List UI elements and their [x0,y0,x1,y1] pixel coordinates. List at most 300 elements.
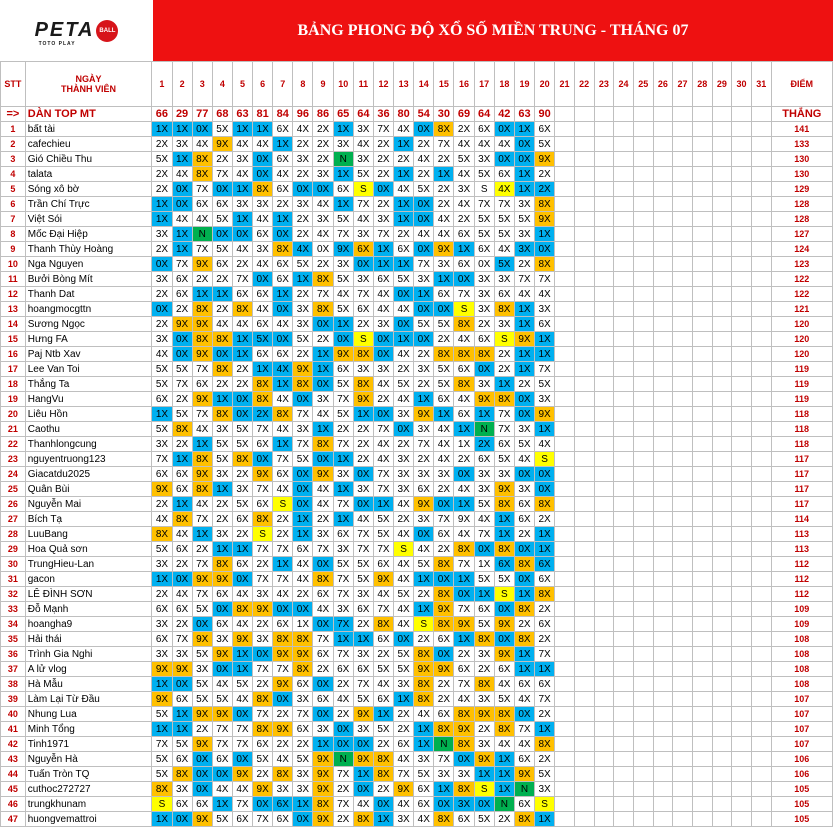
result-cell: 1X [454,422,474,437]
table-row [1,512,833,527]
result-cell: 0X [273,692,293,707]
result-cell: 6X [172,482,192,497]
result-cell [673,407,693,422]
result-cell [594,662,614,677]
result-cell [574,602,594,617]
result-cell [732,242,752,257]
result-cell: 7X [414,257,434,272]
result-cell: 4X [394,572,414,587]
row-number: 14 [1,317,26,332]
member-points: 117 [771,497,832,512]
result-cell: 5X [152,422,172,437]
result-cell: 1X [394,212,414,227]
result-cell [692,347,712,362]
result-cell: 0X [353,467,373,482]
result-cell: 2X [373,167,393,182]
table-row [1,602,833,617]
result-cell: 8X [212,332,232,347]
result-cell [574,767,594,782]
result-cell: 8X [514,602,534,617]
result-cell [712,407,732,422]
result-cell: 7X [192,182,212,197]
result-cell: 7X [373,467,393,482]
result-cell [594,272,614,287]
result-cell: 7X [434,512,454,527]
result-cell: 4X [212,782,232,797]
result-cell: 0X [394,287,414,302]
result-cell [653,752,673,767]
result-cell [692,767,712,782]
result-cell: 0X [232,752,252,767]
result-cell: 0X [313,317,333,332]
result-cell: 2X [232,527,252,542]
result-cell [633,767,653,782]
result-cell: 0X [333,737,353,752]
result-cell [673,722,693,737]
result-cell [692,707,712,722]
result-cell [574,152,594,167]
result-cell [594,467,614,482]
day-header: 22 [574,62,594,107]
result-cell: 8X [494,707,514,722]
result-cell: 7X [535,362,555,377]
result-cell: 0X [414,122,434,137]
result-cell [614,572,634,587]
result-cell [555,752,575,767]
result-cell: 5X [373,527,393,542]
result-cell [574,692,594,707]
result-cell: 2X [273,707,293,722]
member-header [25,62,152,107]
result-cell [633,167,653,182]
result-cell: 7X [373,542,393,557]
result-cell [692,137,712,152]
result-cell [555,767,575,782]
result-cell [673,662,693,677]
result-cell: 3X [212,467,232,482]
result-cell [555,632,575,647]
result-cell [692,587,712,602]
result-cell: 4X [454,482,474,497]
member-name: Thanh Thùy Hoàng [25,242,152,257]
result-cell: 6X [253,497,273,512]
result-cell [574,332,594,347]
result-cell: 0X [353,257,373,272]
row-number: 18 [1,377,26,392]
result-cell: 2X [434,332,454,347]
result-cell: 5X [353,167,373,182]
result-cell: 7X [494,422,514,437]
result-cell [751,662,771,677]
result-cell: 8X [253,377,273,392]
result-cell: 4X [373,437,393,452]
result-cell: 4X [253,302,273,317]
result-cell: 4X [293,122,313,137]
result-cell [633,407,653,422]
result-cell [614,152,634,167]
result-cell: 2X [152,182,172,197]
result-cell [614,272,634,287]
result-cell [712,677,732,692]
result-cell: 7X [192,362,212,377]
result-cell: 7X [494,197,514,212]
result-cell: 3X [232,152,252,167]
result-cell: 6X [474,602,494,617]
result-cell: 1X [454,437,474,452]
result-cell: 2X [394,437,414,452]
result-cell: 2X [333,782,353,797]
result-cell [732,302,752,317]
result-cell: 1X [434,782,454,797]
result-cell [712,497,732,512]
result-cell [712,542,732,557]
result-cell: 6X [434,707,454,722]
result-cell [614,617,634,632]
result-cell: 2X [373,137,393,152]
result-cell: 3X [232,482,252,497]
result-cell: 2X [474,722,494,737]
dan-number [633,107,653,122]
result-cell: 5X [172,407,192,422]
result-cell: 2X [414,452,434,467]
result-cell [712,797,732,812]
result-cell: 2X [394,227,414,242]
result-cell: 5X [474,167,494,182]
result-cell: 0X [474,542,494,557]
result-cell: 0X [232,227,252,242]
result-cell [594,527,614,542]
result-cell [692,422,712,437]
table-row [1,767,833,782]
result-cell: 0X [313,677,333,692]
result-cell [732,137,752,152]
result-cell: 8X [373,767,393,782]
result-cell: 2X [333,677,353,692]
result-cell: 7X [373,422,393,437]
row-number: 43 [1,752,26,767]
result-cell: 3X [535,782,555,797]
result-cell: 9X [253,782,273,797]
result-cell [653,602,673,617]
result-cell [673,317,693,332]
result-cell [594,557,614,572]
row-number: 38 [1,677,26,692]
result-cell: 9X [212,572,232,587]
result-cell [732,152,752,167]
result-cell: 4X [313,482,333,497]
result-cell: 2X [535,602,555,617]
result-cell: 1X [514,122,534,137]
result-cell [712,602,732,617]
result-cell [594,317,614,332]
result-cell: 8X [535,497,555,512]
result-cell: 0X [232,392,252,407]
result-cell [692,197,712,212]
result-cell [692,737,712,752]
result-cell [614,257,634,272]
result-cell: 2X [172,557,192,572]
result-cell: 8X [454,737,474,752]
result-cell: 2X [212,497,232,512]
result-cell [692,557,712,572]
table-row [1,557,833,572]
result-cell: 8X [253,182,273,197]
member-name: Thanh Dat [25,287,152,302]
result-cell: 7X [232,797,252,812]
result-cell: 3X [313,527,333,542]
result-cell: 4X [373,287,393,302]
result-cell: 9X [494,647,514,662]
result-cell: 4X [394,182,414,197]
member-points: 120 [771,317,832,332]
result-cell: 2X [172,617,192,632]
table-row [1,257,833,272]
result-cell: 9X [232,632,252,647]
result-cell: 6X [253,287,273,302]
result-cell: 3X [152,272,172,287]
result-cell [633,617,653,632]
result-cell: 0X [454,272,474,287]
result-cell: 3X [152,617,172,632]
result-cell [633,377,653,392]
member-points: 117 [771,482,832,497]
result-cell: 1X [414,392,434,407]
result-cell [653,452,673,467]
result-cell: 3X [293,782,313,797]
result-cell [633,302,653,317]
result-cell: 8X [192,152,212,167]
result-cell: 0X [293,392,313,407]
result-cell: 9X [313,782,333,797]
result-cell: 1X [293,272,313,287]
result-cell: 6X [414,797,434,812]
result-cell [751,707,771,722]
result-cell: 9X [454,512,474,527]
result-cell: S [454,302,474,317]
result-cell [732,602,752,617]
result-cell [633,182,653,197]
result-cell: 6X [212,752,232,767]
result-cell: 2X [313,662,333,677]
result-cell: 2X [494,812,514,827]
result-cell: 4X [394,122,414,137]
row-number: 5 [1,182,26,197]
result-cell: 1X [212,482,232,497]
result-cell [732,317,752,332]
result-cell: 7X [454,557,474,572]
result-cell: 9X [172,317,192,332]
result-cell: 2X [434,542,454,557]
member-points: 105 [771,812,832,827]
result-cell [633,197,653,212]
result-cell [594,407,614,422]
result-cell: 4X [313,497,333,512]
result-cell: 4X [454,197,474,212]
result-cell: 2X [192,272,212,287]
result-cell: 4X [434,212,454,227]
result-cell: 4X [192,137,212,152]
result-cell: 3X [353,587,373,602]
result-cell: 4X [454,392,474,407]
result-cell: 5X [333,377,353,392]
result-cell: 0X [373,797,393,812]
result-cell [732,782,752,797]
result-cell [692,272,712,287]
result-cell [673,377,693,392]
result-cell [692,602,712,617]
result-cell [614,407,634,422]
member-points: 107 [771,692,832,707]
result-cell: 1X [253,122,273,137]
result-cell [712,662,732,677]
result-cell: 5X [474,617,494,632]
member-points: 133 [771,137,832,152]
result-cell: 1X [454,497,474,512]
result-cell: 3X [152,227,172,242]
result-cell: 5X [212,437,232,452]
day-header: 10 [333,62,353,107]
result-cell: 1X [535,347,555,362]
row-number: 9 [1,242,26,257]
result-cell: 8X [253,392,273,407]
result-cell: 3X [414,752,434,767]
result-cell [653,617,673,632]
result-cell: 5X [293,257,313,272]
result-cell [594,632,614,647]
result-cell: 1X [474,767,494,782]
result-cell: S [414,617,434,632]
result-cell: 0X [373,347,393,362]
result-cell [555,287,575,302]
result-cell: 3X [514,227,534,242]
result-cell: 0X [494,152,514,167]
result-cell: 1X [535,662,555,677]
result-cell [732,437,752,452]
result-cell [712,122,732,137]
result-cell: 8X [494,542,514,557]
result-cell: 1X [434,167,454,182]
table-row [1,422,833,437]
result-cell: 2X [293,737,313,752]
table-row [1,137,833,152]
result-cell: 9X [212,707,232,722]
result-cell: 2X [253,407,273,422]
result-cell [712,737,732,752]
result-cell: 4X [394,557,414,572]
result-cell: 0X [414,242,434,257]
day-header: 24 [614,62,634,107]
result-cell [732,527,752,542]
result-cell [574,182,594,197]
result-cell: 2X [474,317,494,332]
result-cell: 5X [172,362,192,377]
result-cell [751,782,771,797]
result-cell: 6X [535,617,555,632]
result-cell: 2X [394,707,414,722]
result-cell: 9X [333,347,353,362]
result-cell: 9X [192,737,212,752]
result-cell: S [535,452,555,467]
result-cell: 5X [253,752,273,767]
dan-number: 64 [474,107,494,122]
result-cell: 3X [414,467,434,482]
result-cell: 8X [172,767,192,782]
result-cell: 4X [514,287,534,302]
result-cell [732,722,752,737]
result-cell: 6X [212,587,232,602]
table-row [1,212,833,227]
row-number: 33 [1,602,26,617]
result-cell [555,677,575,692]
result-cell: 0X [293,812,313,827]
result-cell: 2X [253,617,273,632]
result-cell: 9X [192,812,212,827]
result-cell: 0X [172,182,192,197]
result-cell [712,347,732,362]
result-cell [633,272,653,287]
member-points: 107 [771,737,832,752]
member-points: 118 [771,422,832,437]
result-cell: 3X [353,482,373,497]
result-cell: 9X [253,602,273,617]
result-cell [614,392,634,407]
result-cell [692,677,712,692]
result-cell: 4X [394,602,414,617]
logo-subtitle: TOTO PLAY [38,41,76,47]
result-cell: 3X [474,692,494,707]
result-cell [633,797,653,812]
result-cell: 2X [172,437,192,452]
member-header-line1: NGÀY [75,74,102,84]
result-cell: 5X [212,812,232,827]
result-cell: 0X [514,392,534,407]
result-cell: 4X [394,752,414,767]
result-cell [614,167,634,182]
result-cell [673,197,693,212]
result-cell: 1X [333,632,353,647]
result-cell: 8X [192,302,212,317]
row-number: 28 [1,527,26,542]
result-cell: 7X [253,482,273,497]
result-cell [692,512,712,527]
result-cell: 2X [373,737,393,752]
result-cell [751,467,771,482]
result-cell [633,122,653,137]
result-cell: 8X [212,557,232,572]
result-cell: 3X [474,737,494,752]
member-name: trungkhunam [25,797,152,812]
result-cell [574,272,594,287]
result-cell: 7X [253,572,273,587]
result-cell: 0X [293,467,313,482]
result-cell: 5X [373,512,393,527]
member-points: 122 [771,272,832,287]
result-cell: 8X [192,452,212,467]
result-cell: 5X [414,557,434,572]
result-cell: 8X [414,692,434,707]
result-cell [751,527,771,542]
result-cell [692,497,712,512]
result-cell: 5X [353,572,373,587]
result-cell: S [253,527,273,542]
day-header: 12 [373,62,393,107]
result-cell: 3X [293,152,313,167]
result-cell: 6X [474,242,494,257]
result-cell: 2X [152,317,172,332]
result-cell [614,347,634,362]
result-cell: 4X [313,197,333,212]
result-cell: 2X [514,257,534,272]
